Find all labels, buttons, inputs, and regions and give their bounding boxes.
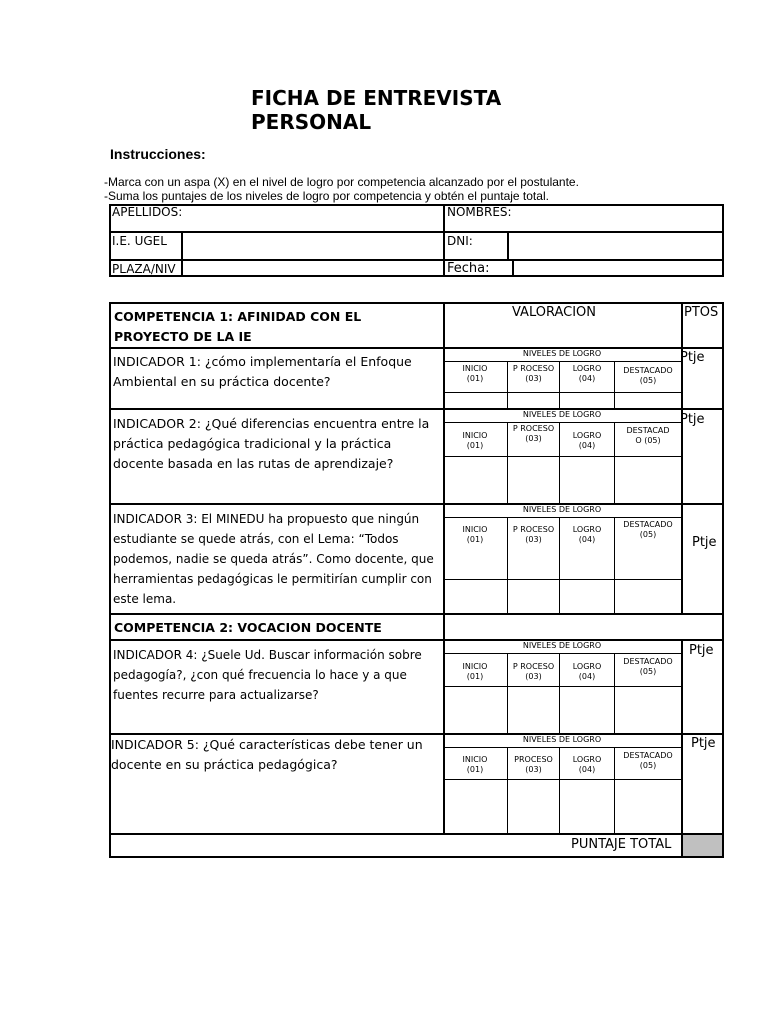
- level-logro: LOGRO (04): [572, 662, 602, 681]
- checkbox-proceso[interactable]: [508, 581, 559, 613]
- dni-label: DNI:: [447, 234, 473, 248]
- niveles-header-4: NIVELES DE LOGRO: [522, 641, 602, 650]
- indicator-2-text: INDICADOR 2: ¿Qué diferencias encuentra entre la práctica pedagógica tradicional y la práctica docente basada en las rutas de aprendizaje?: [113, 416, 430, 471]
- checkbox-proceso[interactable]: [508, 781, 559, 833]
- checkbox-inicio[interactable]: [445, 458, 507, 503]
- checkbox-inicio[interactable]: [445, 688, 507, 733]
- plaza-field[interactable]: [184, 262, 440, 275]
- level-logro: LOGRO (04): [572, 755, 602, 774]
- checkbox-logro[interactable]: [560, 458, 614, 503]
- level-proceso: P ROCESO (03): [512, 525, 555, 544]
- level-destacado: DESTACAD O (05): [626, 426, 670, 445]
- niveles-header-5: NIVELES DE LOGRO: [522, 735, 602, 744]
- level-inicio: INICIO (01): [462, 525, 488, 544]
- instructions-title: Instrucciones:: [110, 146, 206, 162]
- checkbox-logro[interactable]: [560, 688, 614, 733]
- level-proceso: P ROCESO (03): [512, 424, 555, 443]
- indicator-4-text: INDICADOR 4: ¿Suele Ud. Buscar información sobre pedagogía?, ¿con qué frecuencia lo hace y a que fuentes recurre para actualizarse?: [113, 648, 422, 702]
- level-inicio: INICIO (01): [462, 755, 488, 774]
- ptje-label-2: Ptje: [680, 412, 705, 427]
- instruction-2: -Suma los puntajes de los niveles de logro por competencia y obtén el puntaje total.: [104, 189, 549, 203]
- checkbox-inicio[interactable]: [445, 781, 507, 833]
- ie-ugel-label: I.E. UGEL: [112, 234, 167, 248]
- title-line-1: FICHA DE ENTREVISTA: [251, 86, 502, 110]
- puntaje-total-field[interactable]: [683, 835, 722, 856]
- indicator-5-text: INDICADOR 5: ¿Qué características debe tener un docente en su práctica pedagógica?: [111, 737, 423, 772]
- level-destacado: DESTACADO (05): [623, 657, 673, 676]
- checkbox-inicio[interactable]: [445, 581, 507, 613]
- puntaje-total-label: PUNTAJE TOTAL: [571, 837, 672, 852]
- level-destacado: DESTACADO (05): [623, 520, 673, 539]
- niveles-header-2: NIVELES DE LOGRO: [522, 410, 602, 419]
- valoracion-header: VALORACION: [512, 305, 597, 320]
- checkbox-logro[interactable]: [560, 581, 614, 613]
- checkbox-destacado[interactable]: [615, 581, 681, 613]
- plaza-label: PLAZA/NIV: [112, 262, 176, 276]
- level-logro: LOGRO (04): [572, 431, 602, 450]
- ie-ugel-field[interactable]: [184, 234, 440, 256]
- level-proceso: P ROCESO (03): [512, 662, 555, 681]
- checkbox-destacado[interactable]: [615, 688, 681, 733]
- page-title: [251, 86, 581, 134]
- competencia-1-title: COMPETENCIA 1: AFINIDAD CON EL PROYECTO DE LA IE: [114, 309, 362, 344]
- ptje-label-1: Ptje: [680, 350, 705, 365]
- nombres-field[interactable]: [520, 206, 720, 228]
- niveles-header-1: NIVELES DE LOGRO: [522, 349, 602, 358]
- level-inicio: INICIO (01): [462, 431, 488, 450]
- level-inicio: INICIO (01): [462, 364, 488, 383]
- indicator-3-text: INDICADOR 3: El MINEDU ha propuesto que ningún estudiante se quede atrás, con el Lema: “Todos podemos, nadie se queda atrás”. Como docente, que herramientas pedagógicas le permitirían cumplir con este lema.: [113, 512, 434, 606]
- fecha-field[interactable]: [515, 262, 721, 275]
- checkbox-inicio[interactable]: [445, 394, 507, 408]
- checkbox-logro[interactable]: [560, 781, 614, 833]
- indicator-1-text: INDICADOR 1: ¿cómo implementaría el Enfoque Ambiental en su práctica docente?: [113, 354, 412, 389]
- level-inicio: INICIO (01): [462, 662, 488, 681]
- level-proceso: P ROCESO (03): [512, 364, 555, 383]
- checkbox-proceso[interactable]: [508, 458, 559, 503]
- instruction-1: -Marca con un aspa (X) en el nivel de logro por competencia alcanzado por el postulante.: [104, 175, 579, 189]
- nombres-label: NOMBRES:: [447, 205, 512, 219]
- ptje-label-3: Ptje: [692, 535, 717, 550]
- checkbox-proceso[interactable]: [508, 394, 559, 408]
- checkbox-destacado[interactable]: [615, 394, 681, 408]
- checkbox-logro[interactable]: [560, 394, 614, 408]
- dni-field[interactable]: [510, 234, 720, 256]
- apellidos-field[interactable]: [190, 206, 440, 228]
- ptos-header: PTOS: [684, 305, 719, 320]
- fecha-label: Fecha:: [447, 261, 490, 276]
- competencia-2-title: COMPETENCIA 2: VOCACION DOCENTE: [114, 620, 382, 635]
- checkbox-destacado[interactable]: [615, 781, 681, 833]
- title-line-2: PERSONAL: [251, 110, 372, 134]
- apellidos-label: APELLIDOS:: [112, 205, 183, 219]
- level-proceso: PROCESO (03): [514, 755, 553, 774]
- level-logro: LOGRO (04): [572, 525, 602, 544]
- niveles-header-3: NIVELES DE LOGRO: [522, 505, 602, 514]
- level-logro: LOGRO (04): [572, 364, 602, 383]
- level-destacado: DESTACADO (05): [623, 751, 673, 770]
- ptje-label-5: Ptje: [691, 736, 716, 751]
- ptje-label-4: Ptje: [689, 643, 714, 658]
- checkbox-destacado[interactable]: [615, 458, 681, 503]
- level-destacado: DESTACADO (05): [623, 366, 673, 385]
- checkbox-proceso[interactable]: [508, 688, 559, 733]
